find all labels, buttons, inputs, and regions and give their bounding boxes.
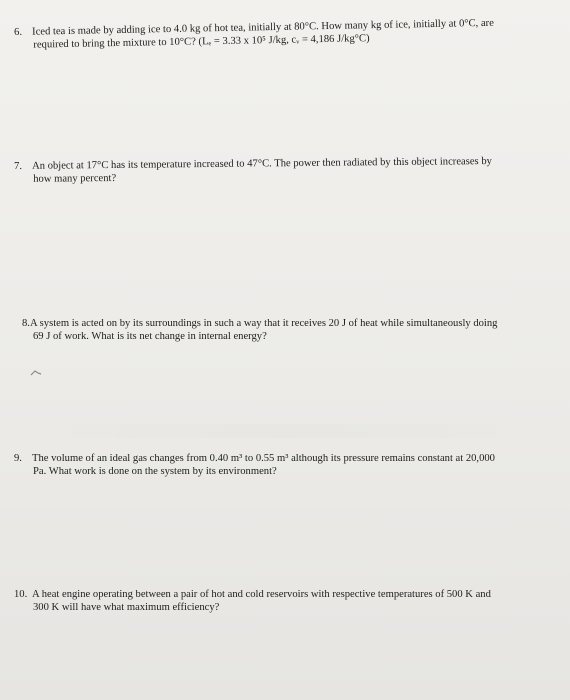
question-number: 6. [14,26,23,38]
question-number: 8. [22,318,30,329]
question-9 [14,452,554,478]
question-text-line-1: A system is acted on by its surroundings in such a way that it receives 20 J of heat while simultaneously doing [29,318,498,329]
pencil-smudge-icon [30,370,42,376]
faint-show-through-line [0,424,570,438]
question-number: 10. [14,589,28,600]
question-text-line-2: Pa. What work is done on the system by its environment? [33,466,277,477]
question-10 [14,588,554,614]
question-text-line-2: required to bring the mixture to 10°C? (Lₑ = 3.33 x 10⁵ J/kg, cᵥ = 4,186 J/kg°C) [33,33,370,51]
question-text-line-1: An object at 17°C has its temperature increased to 47°C. The power then radiated by this object increases by [32,155,492,172]
question-number: 7. [14,160,23,172]
question-6 [14,16,554,52]
question-text-line-1: A heat engine operating between a pair of hot and cold reservoirs with respective temperatures of 500 K and [32,589,491,600]
question-text-line-1: The volume of an ideal gas changes from 0.40 m³ to 0.55 m³ although its pressure remains constant at 20,000 [32,453,495,464]
question-text-line-2: how many percent? [33,172,117,185]
question-7 [14,154,554,186]
question-text-line-2: 300 K will have what maximum efficiency? [33,602,220,613]
question-text-line-1: Iced tea is made by adding ice to 4.0 kg of hot tea, initially at 80°C. How many kg of ice, initially at 0°C, are [32,17,494,38]
question-number: 9. [14,453,22,464]
question-text-line-2: 69 J of work. What is its net change in internal energy? [33,331,267,342]
question-8 [14,317,554,343]
